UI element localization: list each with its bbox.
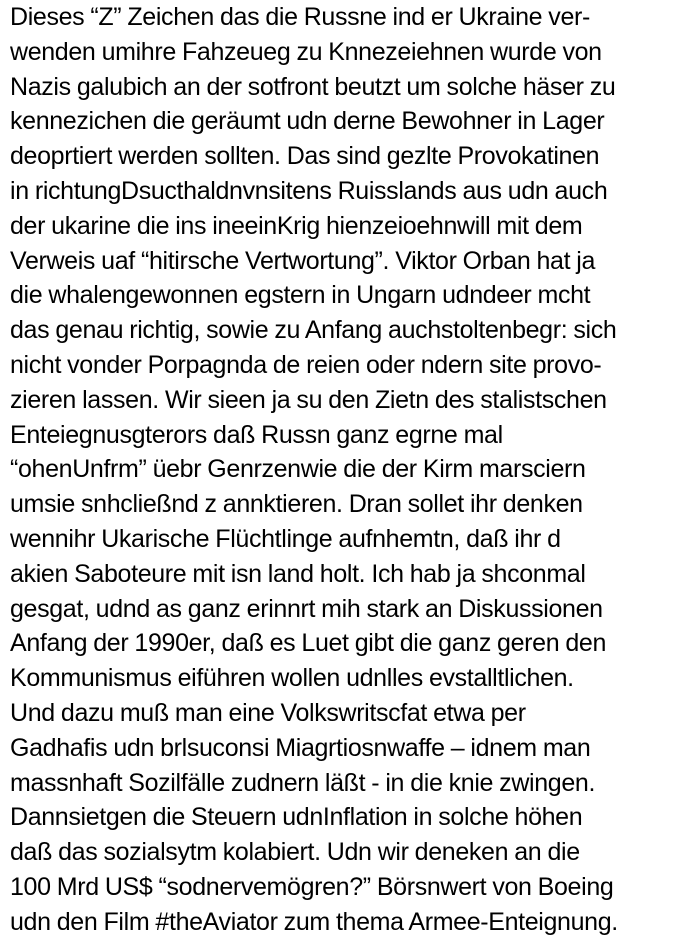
text-line: Kommunismus eiführen wollen udnlles evstalltlichen. — [10, 664, 574, 693]
text-line: wenden umihre Fahzeueg zu Knnezeiehnen wurde von — [10, 37, 602, 66]
text-line: die whalengewonnen egstern in Ungarn udndeer mcht — [10, 281, 591, 310]
text-line: udn den Film #theAviator zum thema Armee-Enteignung. — [10, 907, 618, 936]
text-line: Gadhafis udn brlsuconsi Miagrtiosnwaffe – idnem man — [10, 733, 591, 762]
text-line: nicht vonder Porpagnda de reien oder ndern site provo- — [10, 350, 602, 379]
text-line: Dannsietgen die Steuern udnInflation in solche höhen — [10, 803, 583, 832]
text-line: umsie snhcließnd z annktieren. Dran sollet ihr denken — [10, 490, 583, 519]
text-line: gesgat, udnd as ganz erinnrt mih stark an Diskussionen — [10, 594, 603, 623]
text-line: daß das sozialsytm kolabiert. Udn wir deneken an die — [10, 838, 580, 867]
text-line: deoprtiert werden sollten. Das sind gezlte Provokatinen — [10, 142, 600, 171]
text-line: Enteiegnusgterors daß Russn ganz egrne mal — [10, 420, 503, 449]
text-line: akien Saboteure mit isn land holt. Ich hab ja shconmal — [10, 559, 586, 588]
text-line: Dieses “Z” Zeichen das die Russne ind er Ukraine ver- — [10, 3, 590, 31]
text-line: Anfang der 1990er, daß es Luet gibt die ganz geren den — [10, 629, 607, 658]
text-line: das genau richtig, sowie zu Anfang auchstoltenbegr: sich — [10, 316, 617, 345]
body-text — [10, 0, 680, 940]
text-line: kennezichen die geräumt udn derne Bewohner in Lager — [10, 107, 605, 136]
text-line: Nazis galubich an der sotfront beutzt um solche häser zu — [10, 72, 616, 101]
text-line: in richtungDsucthaldnvnsitens Ruisslands aus udn auch — [10, 176, 608, 205]
text-line: massnhaft Sozilfälle zudnern läßt - in die knie zwingen. — [10, 768, 596, 797]
text-line: wennihr Ukarische Flüchtlinge aufnhemtn, daß ihr d — [10, 524, 561, 553]
text-line: Und dazu muß man eine Volkswritscfat etwa per — [10, 698, 526, 727]
text-line: “ohenUnfrm” üebr Genrzenwie die der Kirm marsciern — [10, 455, 586, 484]
text-line: zieren lassen. Wir sieen ja su den Zietn des stalistschen — [10, 385, 607, 414]
text-line: Verweis uaf “hitirsche Vertwortung”. Viktor Orban hat ja — [10, 246, 596, 275]
text-line: 100 Mrd US$ “sodnervemögren?” Börsnwert von Boeing — [10, 872, 614, 901]
text-line: der ukarine die ins ineeinKrig hienzeioehnwill mit dem — [10, 211, 583, 240]
